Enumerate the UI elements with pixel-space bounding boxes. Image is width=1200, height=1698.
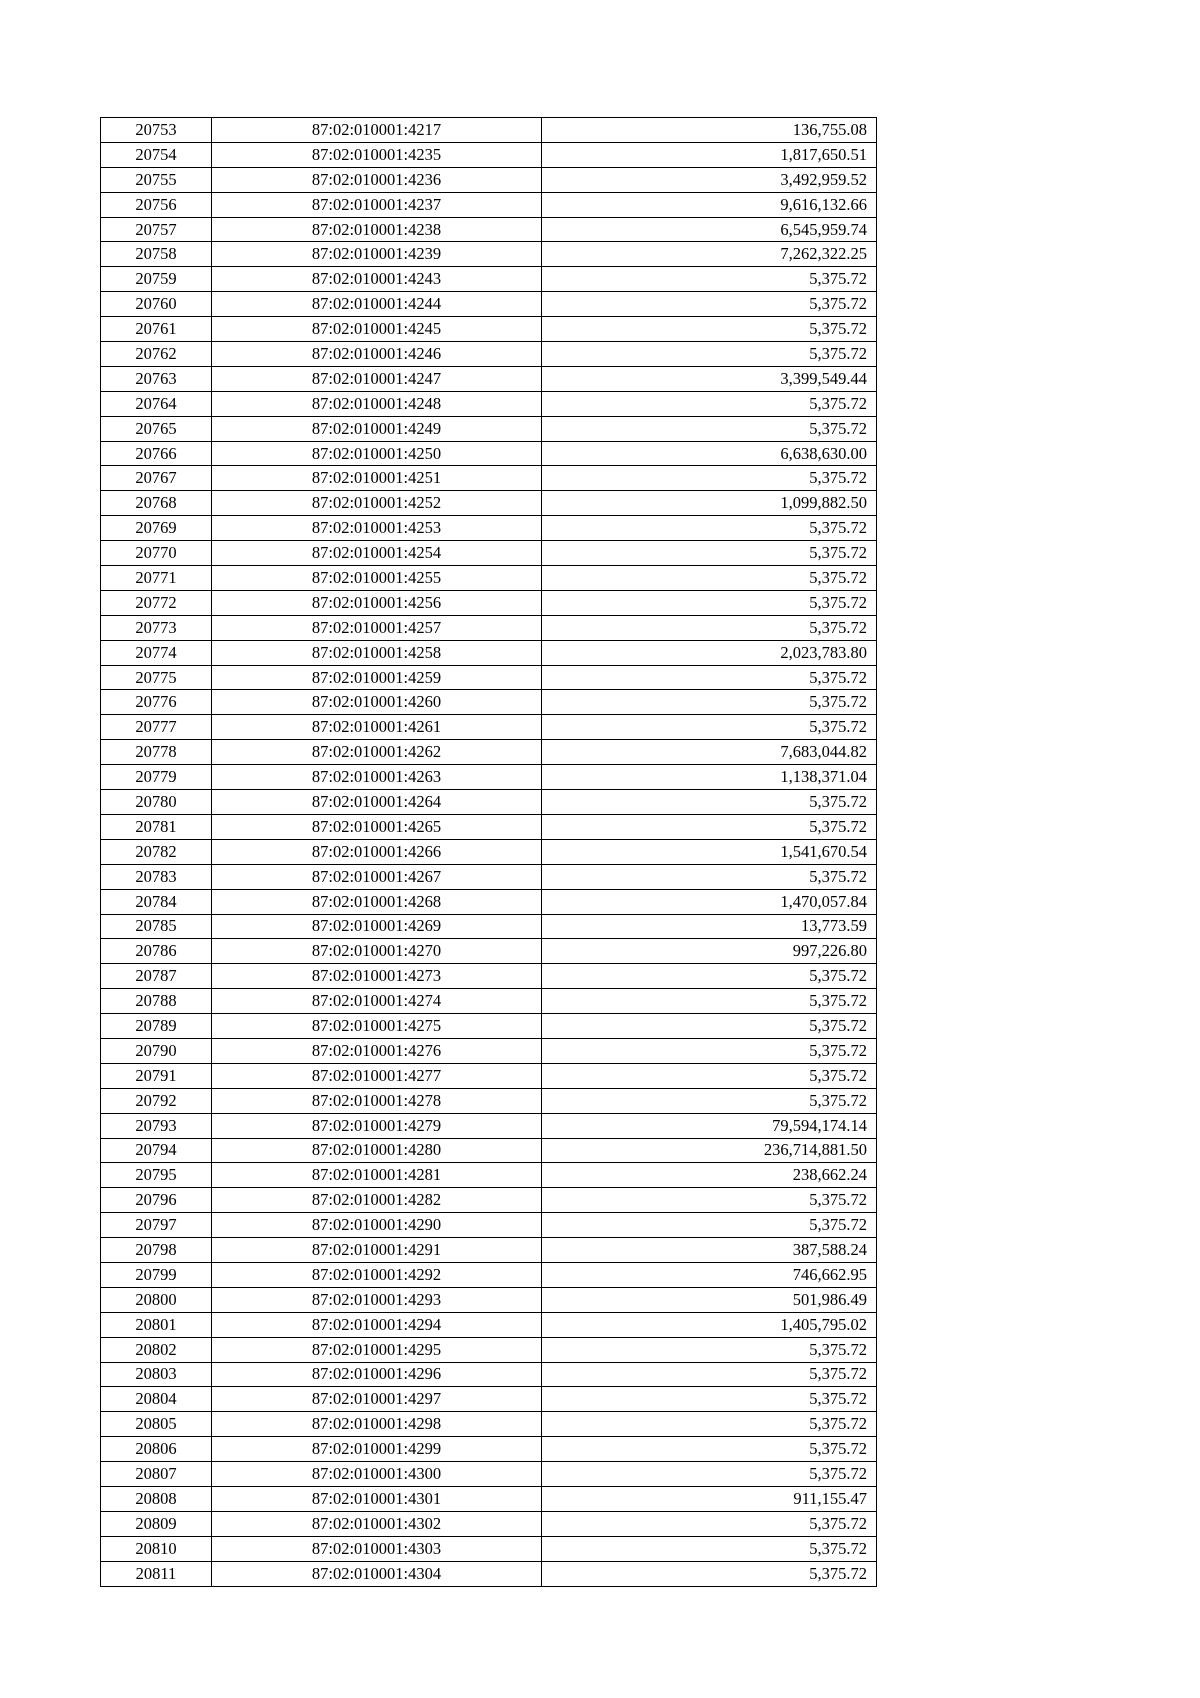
cadastral-number-cell: 87:02:010001:4259: [212, 665, 542, 690]
row-number-cell: 20775: [101, 665, 212, 690]
table-row: [101, 814, 877, 839]
table-row: [101, 1387, 877, 1412]
cadastral-value-cell: 9,616,132.66: [542, 192, 877, 217]
row-number-cell: 20766: [101, 441, 212, 466]
table-row: [101, 242, 877, 267]
cadastral-value-cell: 5,375.72: [542, 292, 877, 317]
table-row: [101, 192, 877, 217]
cadastral-number-cell: 87:02:010001:4260: [212, 690, 542, 715]
cadastral-value-cell: 5,375.72: [542, 317, 877, 342]
cadastral-number-cell: 87:02:010001:4262: [212, 740, 542, 765]
cadastral-value-cell: 5,375.72: [542, 864, 877, 889]
cadastral-number-cell: 87:02:010001:4248: [212, 391, 542, 416]
cadastral-value-cell: 911,155.47: [542, 1486, 877, 1511]
table-row: [101, 1262, 877, 1287]
table-row: [101, 1138, 877, 1163]
row-number-cell: 20756: [101, 192, 212, 217]
cadastral-number-cell: 87:02:010001:4255: [212, 566, 542, 591]
cadastral-number-cell: 87:02:010001:4264: [212, 790, 542, 815]
table-row: [101, 839, 877, 864]
row-number-cell: 20759: [101, 267, 212, 292]
cadastral-number-cell: 87:02:010001:4280: [212, 1138, 542, 1163]
cadastral-value-cell: 2,023,783.80: [542, 640, 877, 665]
cadastral-value-cell: 5,375.72: [542, 466, 877, 491]
row-number-cell: 20788: [101, 989, 212, 1014]
table-row: [101, 317, 877, 342]
cadastral-number-cell: 87:02:010001:4266: [212, 839, 542, 864]
row-number-cell: 20778: [101, 740, 212, 765]
cadastral-value-cell: 5,375.72: [542, 1412, 877, 1437]
cadastral-number-cell: 87:02:010001:4247: [212, 366, 542, 391]
row-number-cell: 20810: [101, 1536, 212, 1561]
table-row: [101, 640, 877, 665]
cadastral-number-cell: 87:02:010001:4303: [212, 1536, 542, 1561]
cadastral-value-cell: 501,986.49: [542, 1287, 877, 1312]
row-number-cell: 20776: [101, 690, 212, 715]
row-number-cell: 20802: [101, 1337, 212, 1362]
cadastral-number-cell: 87:02:010001:4251: [212, 466, 542, 491]
cadastral-value-cell: 238,662.24: [542, 1163, 877, 1188]
cadastral-value-cell: 5,375.72: [542, 1213, 877, 1238]
cadastral-value-cell: 5,375.72: [542, 1362, 877, 1387]
cadastral-value-cell: 5,375.72: [542, 1063, 877, 1088]
row-number-cell: 20762: [101, 342, 212, 367]
cadastral-number-cell: 87:02:010001:4294: [212, 1312, 542, 1337]
cadastral-number-cell: 87:02:010001:4275: [212, 1014, 542, 1039]
cadastral-value-cell: 5,375.72: [542, 566, 877, 591]
cadastral-number-cell: 87:02:010001:4270: [212, 939, 542, 964]
table-row: [101, 1287, 877, 1312]
cadastral-value-cell: 5,375.72: [542, 814, 877, 839]
table-row: [101, 1312, 877, 1337]
cadastral-value-cell: 7,683,044.82: [542, 740, 877, 765]
cadastral-number-cell: 87:02:010001:4278: [212, 1088, 542, 1113]
row-number-cell: 20803: [101, 1362, 212, 1387]
cadastral-value-cell: 5,375.72: [542, 416, 877, 441]
cadastral-value-cell: 387,588.24: [542, 1238, 877, 1263]
table-row: [101, 715, 877, 740]
row-number-cell: 20772: [101, 590, 212, 615]
table-row: [101, 118, 877, 143]
row-number-cell: 20765: [101, 416, 212, 441]
row-number-cell: 20754: [101, 142, 212, 167]
cadastral-value-cell: 5,375.72: [542, 989, 877, 1014]
table-row: [101, 1088, 877, 1113]
cadastral-number-cell: 87:02:010001:4237: [212, 192, 542, 217]
row-number-cell: 20811: [101, 1561, 212, 1586]
cadastral-value-cell: 5,375.72: [542, 790, 877, 815]
row-number-cell: 20771: [101, 566, 212, 591]
cadastral-value-cell: 1,470,057.84: [542, 889, 877, 914]
cadastral-value-cell: 5,375.72: [542, 1088, 877, 1113]
cadastral-number-cell: 87:02:010001:4296: [212, 1362, 542, 1387]
row-number-cell: 20800: [101, 1287, 212, 1312]
row-number-cell: 20801: [101, 1312, 212, 1337]
cadastral-number-cell: 87:02:010001:4239: [212, 242, 542, 267]
cadastral-number-cell: 87:02:010001:4236: [212, 167, 542, 192]
cadastral-number-cell: 87:02:010001:4261: [212, 715, 542, 740]
table-row: [101, 1511, 877, 1536]
table-row: [101, 864, 877, 889]
cadastral-number-cell: 87:02:010001:4279: [212, 1113, 542, 1138]
cadastral-number-cell: 87:02:010001:4281: [212, 1163, 542, 1188]
row-number-cell: 20805: [101, 1412, 212, 1437]
cadastral-number-cell: 87:02:010001:4295: [212, 1337, 542, 1362]
table-row: [101, 391, 877, 416]
row-number-cell: 20777: [101, 715, 212, 740]
cadastral-number-cell: 87:02:010001:4243: [212, 267, 542, 292]
cadastral-number-cell: 87:02:010001:4254: [212, 541, 542, 566]
table-row: [101, 964, 877, 989]
table-row: [101, 516, 877, 541]
row-number-cell: 20796: [101, 1188, 212, 1213]
table-row: [101, 914, 877, 939]
row-number-cell: 20791: [101, 1063, 212, 1088]
cadastral-value-cell: 997,226.80: [542, 939, 877, 964]
cadastral-value-cell: 1,541,670.54: [542, 839, 877, 864]
table-row: [101, 167, 877, 192]
cadastral-value-cell: 5,375.72: [542, 267, 877, 292]
row-number-cell: 20757: [101, 217, 212, 242]
cadastral-value-cell: 6,638,630.00: [542, 441, 877, 466]
row-number-cell: 20786: [101, 939, 212, 964]
row-number-cell: 20780: [101, 790, 212, 815]
cadastral-number-cell: 87:02:010001:4277: [212, 1063, 542, 1088]
cadastral-value-cell: 5,375.72: [542, 615, 877, 640]
cadastral-value-cell: 5,375.72: [542, 342, 877, 367]
cadastral-value-cell: 5,375.72: [542, 1188, 877, 1213]
row-number-cell: 20761: [101, 317, 212, 342]
cadastral-number-cell: 87:02:010001:4217: [212, 118, 542, 143]
cadastral-number-cell: 87:02:010001:4252: [212, 491, 542, 516]
row-number-cell: 20782: [101, 839, 212, 864]
table-row: [101, 1437, 877, 1462]
cadastral-value-cell: 6,545,959.74: [542, 217, 877, 242]
cadastral-number-cell: 87:02:010001:4257: [212, 615, 542, 640]
table-row: [101, 1486, 877, 1511]
cadastral-value-cell: 236,714,881.50: [542, 1138, 877, 1163]
cadastral-number-cell: 87:02:010001:4304: [212, 1561, 542, 1586]
table-row: [101, 1213, 877, 1238]
cadastral-number-cell: 87:02:010001:4292: [212, 1262, 542, 1287]
cadastral-value-cell: 5,375.72: [542, 590, 877, 615]
table-row: [101, 1063, 877, 1088]
cadastral-number-cell: 87:02:010001:4246: [212, 342, 542, 367]
row-number-cell: 20764: [101, 391, 212, 416]
row-number-cell: 20804: [101, 1387, 212, 1412]
table-row: [101, 765, 877, 790]
cadastral-value-cell: 5,375.72: [542, 1561, 877, 1586]
table-row: [101, 690, 877, 715]
row-number-cell: 20794: [101, 1138, 212, 1163]
cadastral-value-cell: 13,773.59: [542, 914, 877, 939]
table-row: [101, 989, 877, 1014]
cadastral-number-cell: 87:02:010001:4300: [212, 1462, 542, 1487]
cadastral-number-cell: 87:02:010001:4297: [212, 1387, 542, 1412]
row-number-cell: 20767: [101, 466, 212, 491]
cadastral-value-cell: 5,375.72: [542, 690, 877, 715]
table-row: [101, 366, 877, 391]
cadastral-value-cell: 746,662.95: [542, 1262, 877, 1287]
cadastral-value-cell: 1,817,650.51: [542, 142, 877, 167]
row-number-cell: 20760: [101, 292, 212, 317]
row-number-cell: 20793: [101, 1113, 212, 1138]
table-row: [101, 1238, 877, 1263]
table-row: [101, 1561, 877, 1586]
cadastral-value-cell: 1,099,882.50: [542, 491, 877, 516]
cadastral-value-cell: 5,375.72: [542, 665, 877, 690]
cadastral-number-cell: 87:02:010001:4244: [212, 292, 542, 317]
cadastral-number-cell: 87:02:010001:4263: [212, 765, 542, 790]
cadastral-number-cell: 87:02:010001:4269: [212, 914, 542, 939]
row-number-cell: 20785: [101, 914, 212, 939]
table-row: [101, 1462, 877, 1487]
cadastral-number-cell: 87:02:010001:4253: [212, 516, 542, 541]
row-number-cell: 20795: [101, 1163, 212, 1188]
row-number-cell: 20809: [101, 1511, 212, 1536]
table-row: [101, 740, 877, 765]
cadastral-number-cell: 87:02:010001:4274: [212, 989, 542, 1014]
row-number-cell: 20807: [101, 1462, 212, 1487]
table-row: [101, 441, 877, 466]
row-number-cell: 20769: [101, 516, 212, 541]
cadastral-number-cell: 87:02:010001:4291: [212, 1238, 542, 1263]
cadastral-number-cell: 87:02:010001:4276: [212, 1038, 542, 1063]
table-row: [101, 491, 877, 516]
table-row: [101, 142, 877, 167]
cadastral-value-cell: 1,405,795.02: [542, 1312, 877, 1337]
cadastral-value-cell: 5,375.72: [542, 391, 877, 416]
cadastral-number-cell: 87:02:010001:4302: [212, 1511, 542, 1536]
table-body: [101, 118, 877, 1587]
cadastral-number-cell: 87:02:010001:4293: [212, 1287, 542, 1312]
cadastral-value-cell: 1,138,371.04: [542, 765, 877, 790]
cadastral-value-table: [100, 117, 877, 1587]
row-number-cell: 20768: [101, 491, 212, 516]
table-row: [101, 790, 877, 815]
cadastral-value-cell: 136,755.08: [542, 118, 877, 143]
table-row: [101, 615, 877, 640]
table-row: [101, 541, 877, 566]
table-row: [101, 1337, 877, 1362]
cadastral-value-cell: 5,375.72: [542, 1437, 877, 1462]
cadastral-number-cell: 87:02:010001:4238: [212, 217, 542, 242]
row-number-cell: 20797: [101, 1213, 212, 1238]
table-row: [101, 292, 877, 317]
table-row: [101, 1412, 877, 1437]
table-row: [101, 889, 877, 914]
cadastral-number-cell: 87:02:010001:4268: [212, 889, 542, 914]
cadastral-number-cell: 87:02:010001:4299: [212, 1437, 542, 1462]
row-number-cell: 20792: [101, 1088, 212, 1113]
cadastral-number-cell: 87:02:010001:4273: [212, 964, 542, 989]
row-number-cell: 20774: [101, 640, 212, 665]
table-row: [101, 342, 877, 367]
cadastral-value-cell: 5,375.72: [542, 715, 877, 740]
cadastral-number-cell: 87:02:010001:4235: [212, 142, 542, 167]
table-row: [101, 1163, 877, 1188]
cadastral-number-cell: 87:02:010001:4245: [212, 317, 542, 342]
cadastral-value-cell: 3,492,959.52: [542, 167, 877, 192]
cadastral-number-cell: 87:02:010001:4256: [212, 590, 542, 615]
row-number-cell: 20790: [101, 1038, 212, 1063]
table-row: [101, 665, 877, 690]
table-row: [101, 267, 877, 292]
table-row: [101, 590, 877, 615]
cadastral-value-cell: 3,399,549.44: [542, 366, 877, 391]
row-number-cell: 20808: [101, 1486, 212, 1511]
cadastral-value-cell: 7,262,322.25: [542, 242, 877, 267]
cadastral-number-cell: 87:02:010001:4258: [212, 640, 542, 665]
cadastral-number-cell: 87:02:010001:4298: [212, 1412, 542, 1437]
row-number-cell: 20779: [101, 765, 212, 790]
row-number-cell: 20789: [101, 1014, 212, 1039]
cadastral-value-cell: 5,375.72: [542, 541, 877, 566]
cadastral-value-cell: 5,375.72: [542, 1337, 877, 1362]
table-row: [101, 1188, 877, 1213]
row-number-cell: 20799: [101, 1262, 212, 1287]
table-row: [101, 1536, 877, 1561]
table-row: [101, 939, 877, 964]
cadastral-number-cell: 87:02:010001:4301: [212, 1486, 542, 1511]
row-number-cell: 20755: [101, 167, 212, 192]
row-number-cell: 20753: [101, 118, 212, 143]
row-number-cell: 20758: [101, 242, 212, 267]
cadastral-number-cell: 87:02:010001:4267: [212, 864, 542, 889]
table-row: [101, 217, 877, 242]
row-number-cell: 20787: [101, 964, 212, 989]
cadastral-value-cell: 79,594,174.14: [542, 1113, 877, 1138]
row-number-cell: 20806: [101, 1437, 212, 1462]
row-number-cell: 20773: [101, 615, 212, 640]
table-row: [101, 466, 877, 491]
cadastral-value-cell: 5,375.72: [542, 516, 877, 541]
table-row: [101, 1038, 877, 1063]
table-row: [101, 566, 877, 591]
cadastral-number-cell: 87:02:010001:4265: [212, 814, 542, 839]
cadastral-number-cell: 87:02:010001:4249: [212, 416, 542, 441]
row-number-cell: 20784: [101, 889, 212, 914]
table-row: [101, 416, 877, 441]
row-number-cell: 20770: [101, 541, 212, 566]
cadastral-value-cell: 5,375.72: [542, 1014, 877, 1039]
cadastral-number-cell: 87:02:010001:4282: [212, 1188, 542, 1213]
cadastral-value-cell: 5,375.72: [542, 1462, 877, 1487]
cadastral-value-cell: 5,375.72: [542, 1511, 877, 1536]
cadastral-value-cell: 5,375.72: [542, 1536, 877, 1561]
table-row: [101, 1113, 877, 1138]
cadastral-number-cell: 87:02:010001:4290: [212, 1213, 542, 1238]
row-number-cell: 20783: [101, 864, 212, 889]
row-number-cell: 20781: [101, 814, 212, 839]
table-row: [101, 1362, 877, 1387]
row-number-cell: 20763: [101, 366, 212, 391]
cadastral-value-cell: 5,375.72: [542, 964, 877, 989]
cadastral-value-cell: 5,375.72: [542, 1038, 877, 1063]
cadastral-number-cell: 87:02:010001:4250: [212, 441, 542, 466]
row-number-cell: 20798: [101, 1238, 212, 1263]
table-row: [101, 1014, 877, 1039]
cadastral-value-cell: 5,375.72: [542, 1387, 877, 1412]
